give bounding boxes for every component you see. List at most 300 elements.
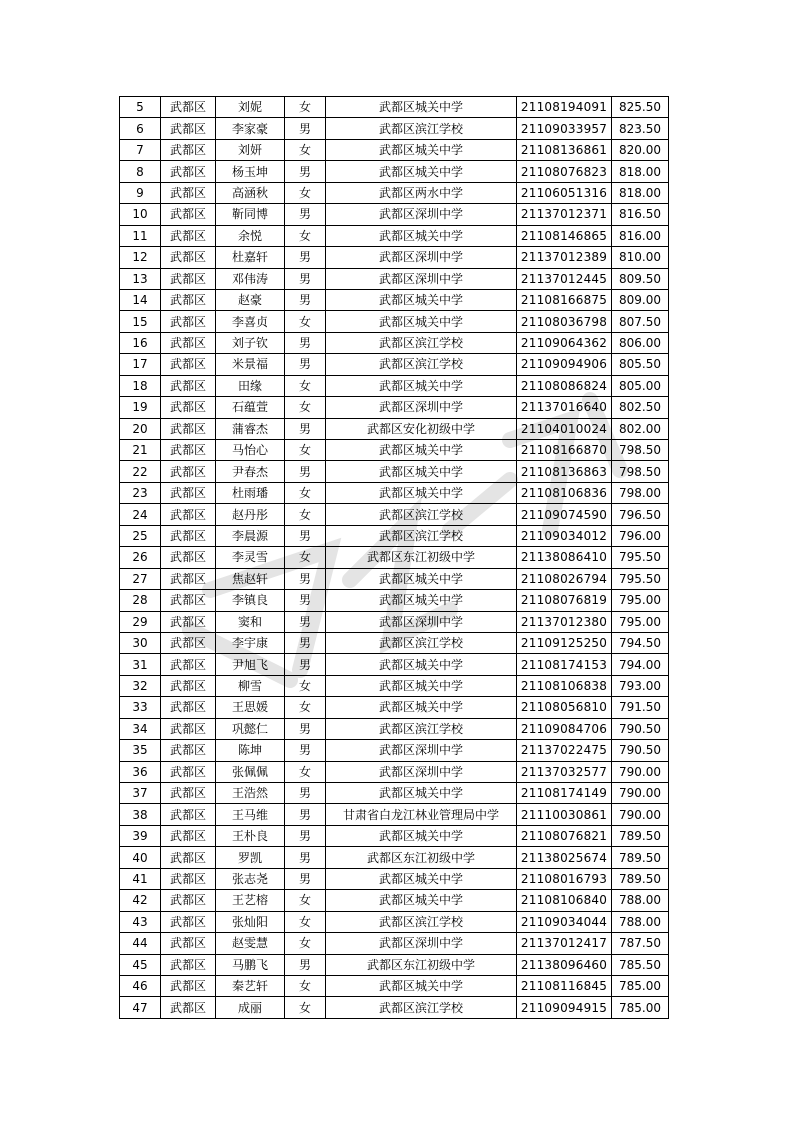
score-cell: 823.50 — [612, 118, 669, 139]
rank-cell: 6 — [120, 118, 161, 139]
school-cell: 武都区城关中学 — [326, 225, 517, 246]
school-cell: 武都区深圳中学 — [326, 933, 517, 954]
school-cell: 武都区东江初级中学 — [326, 547, 517, 568]
gender-cell: 女 — [285, 911, 326, 932]
table-row — [120, 504, 669, 525]
school-cell: 武都区城关中学 — [326, 697, 517, 718]
exam-id-cell: 21138096460 — [517, 954, 612, 975]
table-row — [120, 804, 669, 825]
name-cell: 王浩然 — [216, 783, 285, 804]
gender-cell: 女 — [285, 225, 326, 246]
table-row — [120, 182, 669, 203]
name-cell: 秦艺轩 — [216, 975, 285, 996]
gender-cell: 女 — [285, 139, 326, 160]
school-cell: 武都区城关中学 — [326, 97, 517, 118]
gender-cell: 女 — [285, 375, 326, 396]
gender-cell: 女 — [285, 397, 326, 418]
exam-id-cell: 21108106836 — [517, 482, 612, 503]
district-cell: 武都区 — [161, 568, 216, 589]
rank-cell: 22 — [120, 461, 161, 482]
gender-cell: 男 — [285, 204, 326, 225]
table-row — [120, 783, 669, 804]
school-cell: 武都区城关中学 — [326, 590, 517, 611]
exam-id-cell: 21108146865 — [517, 225, 612, 246]
district-cell: 武都区 — [161, 611, 216, 632]
name-cell: 王马维 — [216, 804, 285, 825]
district-cell: 武都区 — [161, 375, 216, 396]
rank-cell: 33 — [120, 697, 161, 718]
gender-cell: 女 — [285, 697, 326, 718]
gender-cell: 女 — [285, 997, 326, 1018]
rank-cell: 47 — [120, 997, 161, 1018]
school-cell: 武都区城关中学 — [326, 890, 517, 911]
score-cell: 818.00 — [612, 161, 669, 182]
table-row — [120, 461, 669, 482]
rank-cell: 17 — [120, 354, 161, 375]
district-cell: 武都区 — [161, 354, 216, 375]
rank-cell: 31 — [120, 654, 161, 675]
table-row — [120, 997, 669, 1018]
gender-cell: 男 — [285, 568, 326, 589]
school-cell: 武都区深圳中学 — [326, 740, 517, 761]
score-cell: 802.50 — [612, 397, 669, 418]
exam-id-cell: 21108056810 — [517, 697, 612, 718]
exam-id-cell: 21137012445 — [517, 268, 612, 289]
district-cell: 武都区 — [161, 740, 216, 761]
gender-cell: 男 — [285, 354, 326, 375]
name-cell: 马鹏飞 — [216, 954, 285, 975]
gender-cell: 女 — [285, 440, 326, 461]
gender-cell: 男 — [285, 590, 326, 611]
rank-cell: 5 — [120, 97, 161, 118]
table-row — [120, 375, 669, 396]
score-cell: 794.00 — [612, 654, 669, 675]
table-row — [120, 161, 669, 182]
table-row — [120, 868, 669, 889]
exam-id-cell: 21137012417 — [517, 933, 612, 954]
rank-cell: 44 — [120, 933, 161, 954]
district-cell: 武都区 — [161, 654, 216, 675]
name-cell: 李镇良 — [216, 590, 285, 611]
table-row — [120, 890, 669, 911]
name-cell: 张灿阳 — [216, 911, 285, 932]
school-cell: 武都区城关中学 — [326, 139, 517, 160]
table-row — [120, 289, 669, 310]
exam-id-cell: 21137016640 — [517, 397, 612, 418]
district-cell: 武都区 — [161, 997, 216, 1018]
rank-cell: 24 — [120, 504, 161, 525]
district-cell: 武都区 — [161, 504, 216, 525]
district-cell: 武都区 — [161, 868, 216, 889]
school-cell: 武都区滨江学校 — [326, 911, 517, 932]
school-cell: 武都区滨江学校 — [326, 504, 517, 525]
district-cell: 武都区 — [161, 975, 216, 996]
school-cell: 武都区滨江学校 — [326, 354, 517, 375]
school-cell: 武都区城关中学 — [326, 975, 517, 996]
name-cell: 尹春杰 — [216, 461, 285, 482]
school-cell: 武都区深圳中学 — [326, 761, 517, 782]
gender-cell: 男 — [285, 632, 326, 653]
score-cell: 795.50 — [612, 547, 669, 568]
exam-id-cell: 21109084706 — [517, 718, 612, 739]
gender-cell: 女 — [285, 933, 326, 954]
rank-cell: 39 — [120, 825, 161, 846]
exam-id-cell: 21108106838 — [517, 675, 612, 696]
rank-cell: 36 — [120, 761, 161, 782]
district-cell: 武都区 — [161, 525, 216, 546]
district-cell: 武都区 — [161, 547, 216, 568]
district-cell: 武都区 — [161, 590, 216, 611]
table-row — [120, 418, 669, 439]
gender-cell: 男 — [285, 847, 326, 868]
school-cell: 武都区滨江学校 — [326, 118, 517, 139]
score-cell: 789.50 — [612, 847, 669, 868]
table-row — [120, 247, 669, 268]
table-row — [120, 139, 669, 160]
table-row — [120, 761, 669, 782]
rank-cell: 27 — [120, 568, 161, 589]
exam-id-cell: 21108136863 — [517, 461, 612, 482]
name-cell: 田缘 — [216, 375, 285, 396]
score-cell: 790.50 — [612, 718, 669, 739]
table-row — [120, 740, 669, 761]
exam-id-cell: 21104010024 — [517, 418, 612, 439]
table-row — [120, 568, 669, 589]
score-cell: 809.00 — [612, 289, 669, 310]
district-cell: 武都区 — [161, 632, 216, 653]
table-row — [120, 590, 669, 611]
school-cell: 武都区深圳中学 — [326, 268, 517, 289]
district-cell: 武都区 — [161, 461, 216, 482]
school-cell: 武都区城关中学 — [326, 868, 517, 889]
table-row — [120, 825, 669, 846]
table-row — [120, 975, 669, 996]
table-row — [120, 440, 669, 461]
school-cell: 武都区滨江学校 — [326, 332, 517, 353]
score-cell: 806.00 — [612, 332, 669, 353]
school-cell: 武都区两水中学 — [326, 182, 517, 203]
gender-cell: 女 — [285, 482, 326, 503]
district-cell: 武都区 — [161, 268, 216, 289]
rank-cell: 23 — [120, 482, 161, 503]
score-cell: 795.50 — [612, 568, 669, 589]
gender-cell: 男 — [285, 247, 326, 268]
score-cell: 790.00 — [612, 783, 669, 804]
gender-cell: 女 — [285, 97, 326, 118]
table-row — [120, 847, 669, 868]
school-cell: 武都区城关中学 — [326, 825, 517, 846]
district-cell: 武都区 — [161, 139, 216, 160]
district-cell: 武都区 — [161, 697, 216, 718]
gender-cell: 男 — [285, 461, 326, 482]
table-row — [120, 97, 669, 118]
school-cell: 武都区滨江学校 — [326, 632, 517, 653]
exam-id-cell: 21109074590 — [517, 504, 612, 525]
district-cell: 武都区 — [161, 783, 216, 804]
gender-cell: 男 — [285, 289, 326, 310]
table-row — [120, 654, 669, 675]
rank-cell: 16 — [120, 332, 161, 353]
district-cell: 武都区 — [161, 247, 216, 268]
district-cell: 武都区 — [161, 161, 216, 182]
rank-cell: 38 — [120, 804, 161, 825]
name-cell: 陈坤 — [216, 740, 285, 761]
rank-cell: 9 — [120, 182, 161, 203]
school-cell: 武都区城关中学 — [326, 568, 517, 589]
rank-cell: 41 — [120, 868, 161, 889]
school-cell: 武都区城关中学 — [326, 675, 517, 696]
school-cell: 甘肃省白龙江林业管理局中学 — [326, 804, 517, 825]
district-cell: 武都区 — [161, 418, 216, 439]
score-cell: 820.00 — [612, 139, 669, 160]
school-cell: 武都区城关中学 — [326, 311, 517, 332]
gender-cell: 男 — [285, 525, 326, 546]
gender-cell: 女 — [285, 547, 326, 568]
rank-cell: 40 — [120, 847, 161, 868]
name-cell: 罗凯 — [216, 847, 285, 868]
name-cell: 杨玉坤 — [216, 161, 285, 182]
name-cell: 杜嘉轩 — [216, 247, 285, 268]
score-cell: 793.00 — [612, 675, 669, 696]
score-cell: 788.00 — [612, 911, 669, 932]
district-cell: 武都区 — [161, 397, 216, 418]
district-cell: 武都区 — [161, 182, 216, 203]
exam-id-cell: 21108086824 — [517, 375, 612, 396]
rank-cell: 18 — [120, 375, 161, 396]
school-cell: 武都区深圳中学 — [326, 397, 517, 418]
gender-cell: 男 — [285, 611, 326, 632]
exam-id-cell: 21109034012 — [517, 525, 612, 546]
exam-id-cell: 21138086410 — [517, 547, 612, 568]
district-cell: 武都区 — [161, 718, 216, 739]
rank-cell: 8 — [120, 161, 161, 182]
school-cell: 武都区滨江学校 — [326, 525, 517, 546]
rank-cell: 35 — [120, 740, 161, 761]
gender-cell: 男 — [285, 804, 326, 825]
gender-cell: 男 — [285, 161, 326, 182]
district-cell: 武都区 — [161, 289, 216, 310]
gender-cell: 男 — [285, 783, 326, 804]
name-cell: 李喜贞 — [216, 311, 285, 332]
rank-cell: 46 — [120, 975, 161, 996]
table-row — [120, 675, 669, 696]
name-cell: 刘妍 — [216, 139, 285, 160]
district-cell: 武都区 — [161, 847, 216, 868]
score-cell: 796.00 — [612, 525, 669, 546]
exam-id-cell: 21108174153 — [517, 654, 612, 675]
name-cell: 窦和 — [216, 611, 285, 632]
school-cell: 武都区城关中学 — [326, 375, 517, 396]
rank-cell: 13 — [120, 268, 161, 289]
table-row — [120, 632, 669, 653]
name-cell: 赵豪 — [216, 289, 285, 310]
name-cell: 李家豪 — [216, 118, 285, 139]
district-cell: 武都区 — [161, 440, 216, 461]
district-cell: 武都区 — [161, 482, 216, 503]
district-cell: 武都区 — [161, 890, 216, 911]
score-cell: 790.00 — [612, 761, 669, 782]
exam-id-cell: 21108076821 — [517, 825, 612, 846]
exam-id-cell: 21109034044 — [517, 911, 612, 932]
gender-cell: 男 — [285, 118, 326, 139]
name-cell: 石蕴萱 — [216, 397, 285, 418]
exam-id-cell: 21109094906 — [517, 354, 612, 375]
name-cell: 余悦 — [216, 225, 285, 246]
district-cell: 武都区 — [161, 118, 216, 139]
district-cell: 武都区 — [161, 954, 216, 975]
name-cell: 刘妮 — [216, 97, 285, 118]
gender-cell: 男 — [285, 825, 326, 846]
district-cell: 武都区 — [161, 911, 216, 932]
name-cell: 李宇康 — [216, 632, 285, 653]
school-cell: 武都区城关中学 — [326, 654, 517, 675]
table-row — [120, 911, 669, 932]
exam-id-cell: 21109094915 — [517, 997, 612, 1018]
exam-id-cell: 21108016793 — [517, 868, 612, 889]
name-cell: 邓伟涛 — [216, 268, 285, 289]
district-cell: 武都区 — [161, 311, 216, 332]
score-cell: 805.00 — [612, 375, 669, 396]
rank-cell: 32 — [120, 675, 161, 696]
rank-cell: 37 — [120, 783, 161, 804]
school-cell: 武都区东江初级中学 — [326, 954, 517, 975]
exam-id-cell: 21109064362 — [517, 332, 612, 353]
score-cell: 790.00 — [612, 804, 669, 825]
name-cell: 王艺榕 — [216, 890, 285, 911]
score-cell: 807.50 — [612, 311, 669, 332]
rank-cell: 20 — [120, 418, 161, 439]
exam-id-cell: 21137022475 — [517, 740, 612, 761]
rank-cell: 45 — [120, 954, 161, 975]
name-cell: 蒲睿杰 — [216, 418, 285, 439]
score-cell: 795.00 — [612, 611, 669, 632]
name-cell: 王思媛 — [216, 697, 285, 718]
rank-cell: 42 — [120, 890, 161, 911]
exam-id-cell: 21108166870 — [517, 440, 612, 461]
gender-cell: 女 — [285, 975, 326, 996]
name-cell: 李灵雪 — [216, 547, 285, 568]
exam-id-cell: 21108136861 — [517, 139, 612, 160]
exam-id-cell: 21108076823 — [517, 161, 612, 182]
table-row — [120, 268, 669, 289]
score-cell: 794.50 — [612, 632, 669, 653]
results-table — [119, 96, 669, 1019]
score-cell: 798.00 — [612, 482, 669, 503]
exam-id-cell: 21137032577 — [517, 761, 612, 782]
name-cell: 柳雪 — [216, 675, 285, 696]
exam-id-cell: 21109125250 — [517, 632, 612, 653]
exam-id-cell: 21106051316 — [517, 182, 612, 203]
score-cell: 785.00 — [612, 997, 669, 1018]
score-cell: 788.00 — [612, 890, 669, 911]
exam-id-cell: 21137012380 — [517, 611, 612, 632]
gender-cell: 男 — [285, 868, 326, 889]
school-cell: 武都区城关中学 — [326, 783, 517, 804]
score-cell: 802.00 — [612, 418, 669, 439]
rank-cell: 15 — [120, 311, 161, 332]
score-cell: 795.00 — [612, 590, 669, 611]
rank-cell: 34 — [120, 718, 161, 739]
exam-id-cell: 21108106840 — [517, 890, 612, 911]
table-row — [120, 547, 669, 568]
rank-cell: 19 — [120, 397, 161, 418]
district-cell: 武都区 — [161, 97, 216, 118]
school-cell: 武都区城关中学 — [326, 161, 517, 182]
district-cell: 武都区 — [161, 825, 216, 846]
score-cell: 787.50 — [612, 933, 669, 954]
name-cell: 巩懿仁 — [216, 718, 285, 739]
gender-cell: 男 — [285, 654, 326, 675]
table-row — [120, 482, 669, 503]
score-cell: 785.00 — [612, 975, 669, 996]
table-row — [120, 311, 669, 332]
name-cell: 靳同博 — [216, 204, 285, 225]
exam-id-cell: 21108036798 — [517, 311, 612, 332]
table-row — [120, 332, 669, 353]
score-cell: 798.50 — [612, 461, 669, 482]
name-cell: 刘子钦 — [216, 332, 285, 353]
school-cell: 武都区安化初级中学 — [326, 418, 517, 439]
table-row — [120, 718, 669, 739]
exam-id-cell: 21110030861 — [517, 804, 612, 825]
name-cell: 王朴良 — [216, 825, 285, 846]
score-cell: 789.50 — [612, 825, 669, 846]
rank-cell: 30 — [120, 632, 161, 653]
table-row — [120, 354, 669, 375]
name-cell: 张佩佩 — [216, 761, 285, 782]
gender-cell: 男 — [285, 718, 326, 739]
exam-id-cell: 21109033957 — [517, 118, 612, 139]
score-cell: 805.50 — [612, 354, 669, 375]
gender-cell: 女 — [285, 761, 326, 782]
rank-cell: 11 — [120, 225, 161, 246]
exam-id-cell: 21108026794 — [517, 568, 612, 589]
score-cell: 825.50 — [612, 97, 669, 118]
school-cell: 武都区东江初级中学 — [326, 847, 517, 868]
table-row — [120, 397, 669, 418]
table-row — [120, 697, 669, 718]
school-cell: 武都区深圳中学 — [326, 611, 517, 632]
name-cell: 高涵秋 — [216, 182, 285, 203]
school-cell: 武都区滨江学校 — [326, 718, 517, 739]
school-cell: 武都区城关中学 — [326, 482, 517, 503]
rank-cell: 14 — [120, 289, 161, 310]
gender-cell: 女 — [285, 890, 326, 911]
score-cell: 798.50 — [612, 440, 669, 461]
school-cell: 武都区深圳中学 — [326, 204, 517, 225]
gender-cell: 男 — [285, 332, 326, 353]
name-cell: 杜雨璠 — [216, 482, 285, 503]
exam-id-cell: 21137012371 — [517, 204, 612, 225]
exam-id-cell: 21108076819 — [517, 590, 612, 611]
gender-cell: 男 — [285, 418, 326, 439]
name-cell: 尹旭飞 — [216, 654, 285, 675]
district-cell: 武都区 — [161, 675, 216, 696]
school-cell: 武都区滨江学校 — [326, 997, 517, 1018]
gender-cell: 女 — [285, 182, 326, 203]
exam-id-cell: 21138025674 — [517, 847, 612, 868]
district-cell: 武都区 — [161, 933, 216, 954]
table-row — [120, 611, 669, 632]
name-cell: 成丽 — [216, 997, 285, 1018]
table-row — [120, 225, 669, 246]
school-cell: 武都区城关中学 — [326, 440, 517, 461]
exam-id-cell: 21108194091 — [517, 97, 612, 118]
gender-cell: 女 — [285, 311, 326, 332]
name-cell: 焦赵轩 — [216, 568, 285, 589]
table-row — [120, 118, 669, 139]
table-row — [120, 204, 669, 225]
